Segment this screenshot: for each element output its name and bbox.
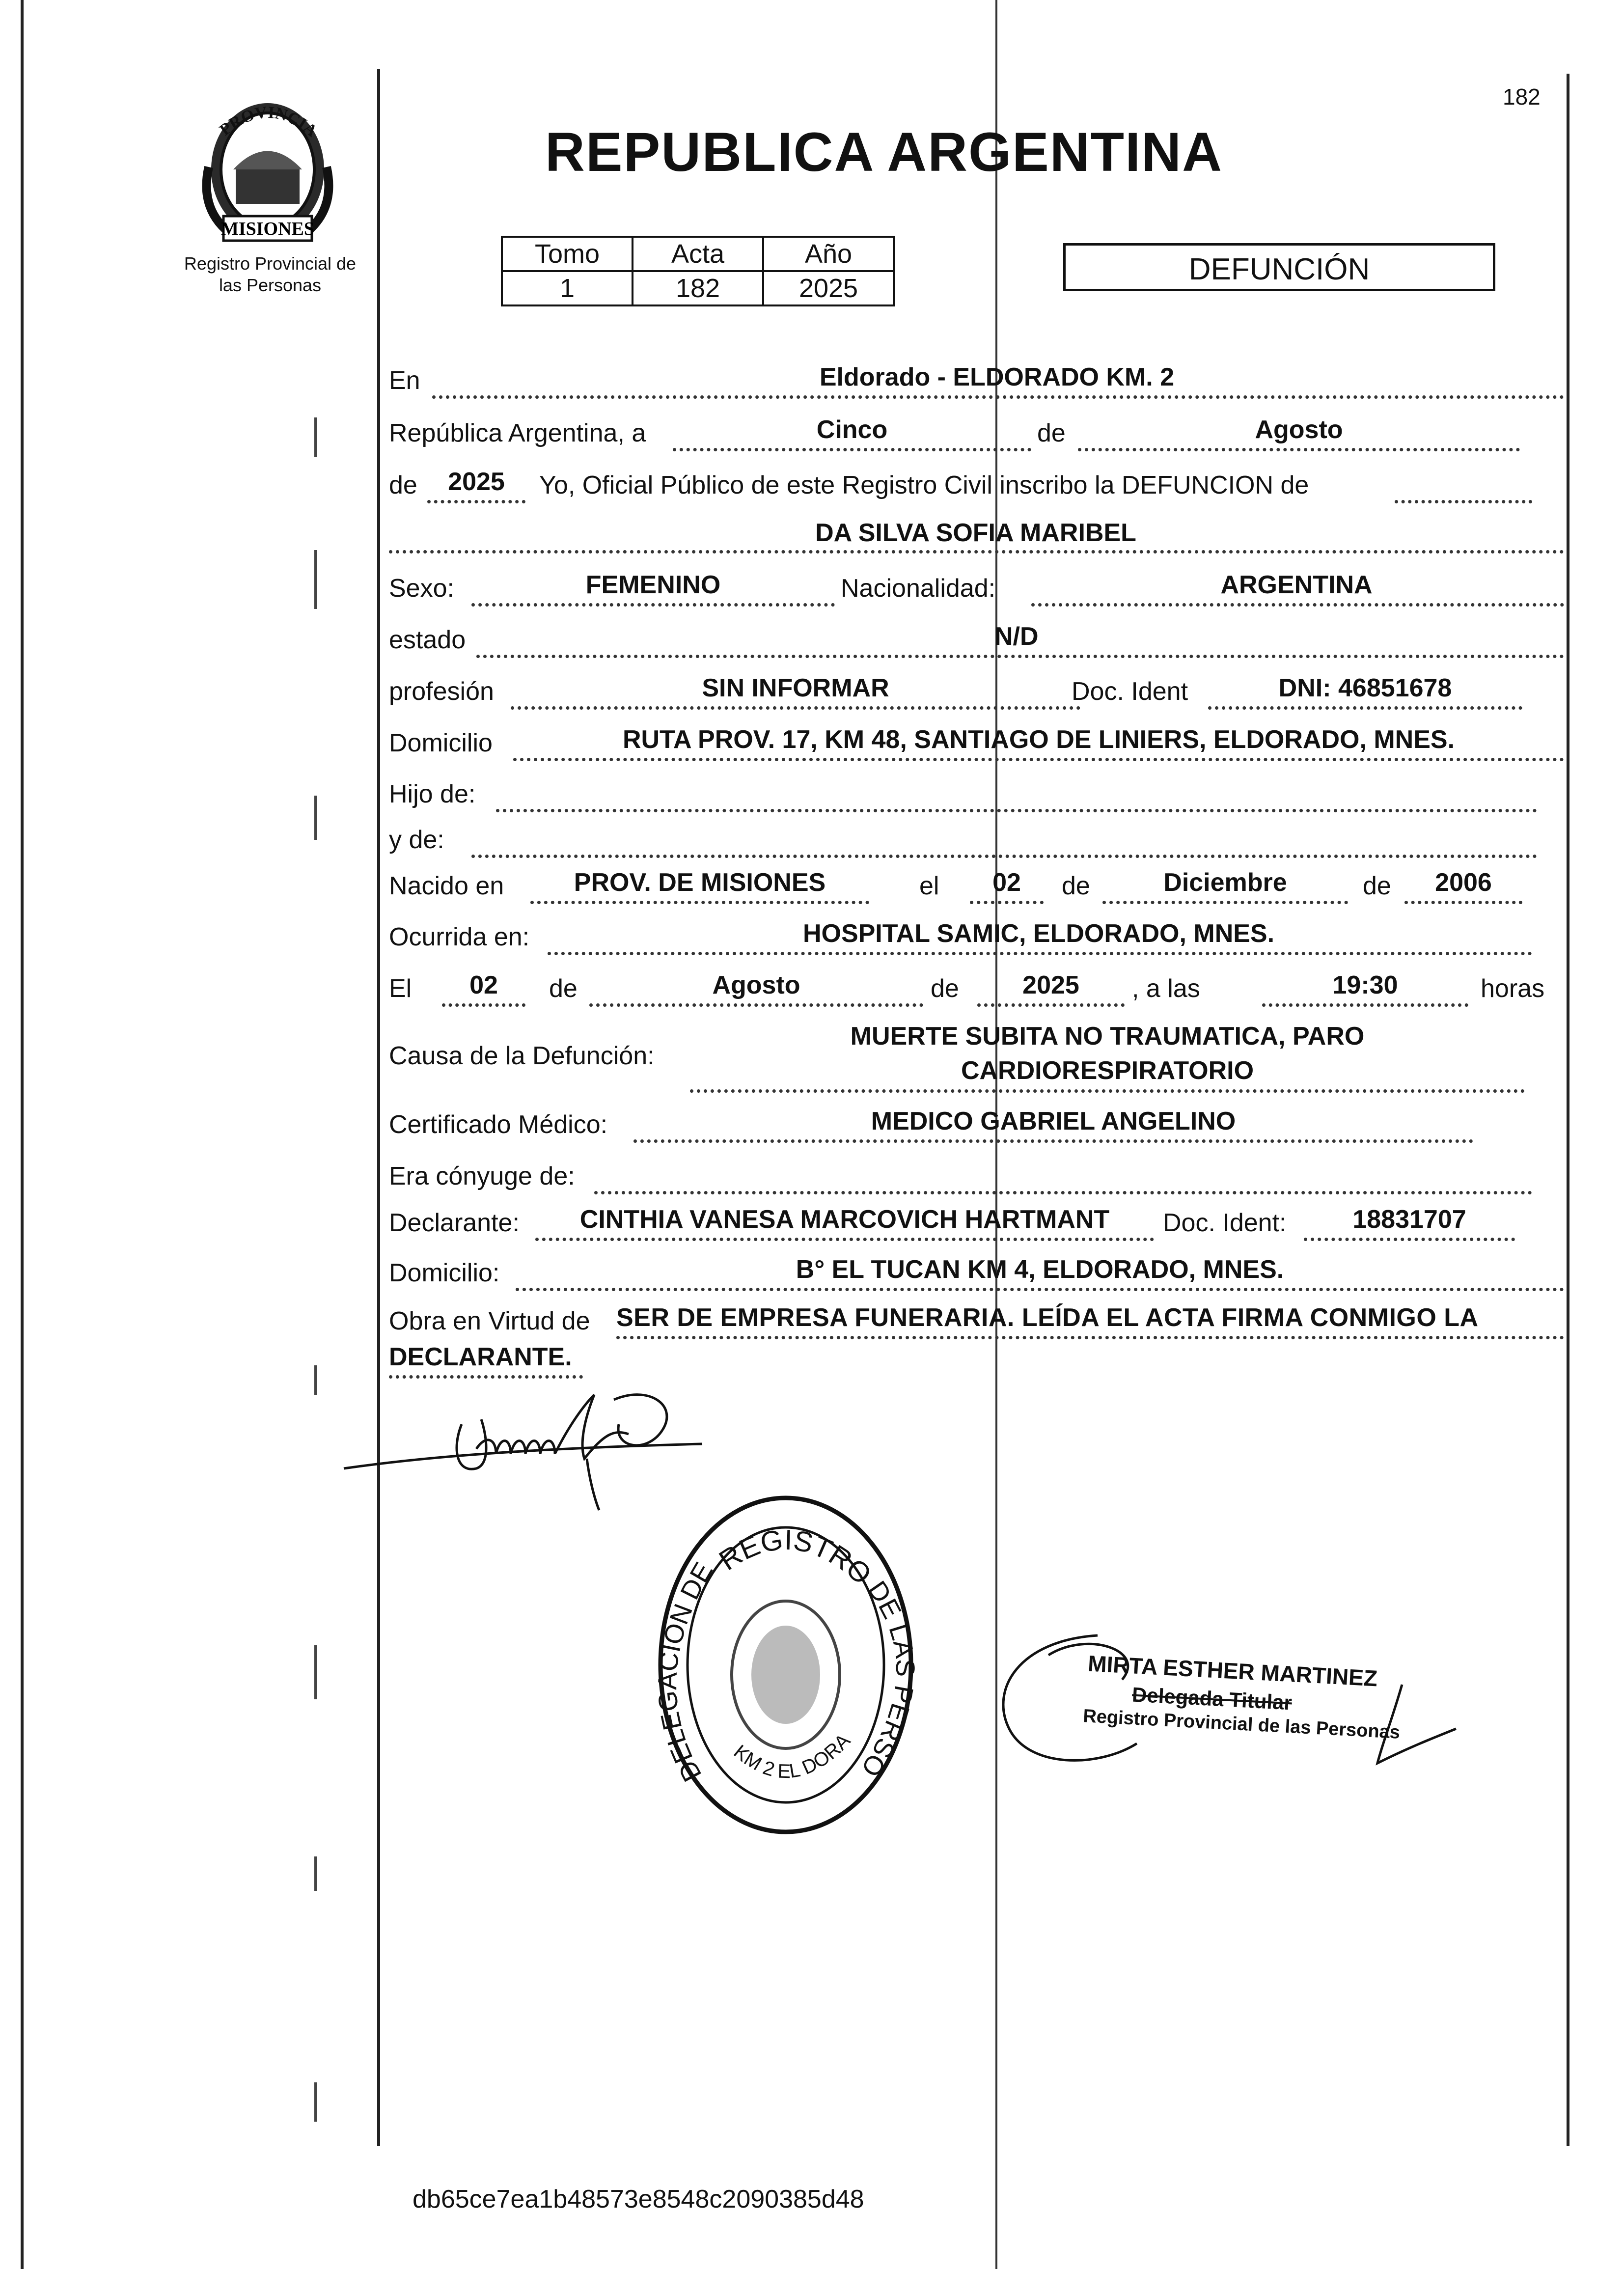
- y-de-label: y de:: [389, 826, 444, 854]
- doc-ident-label: Doc. Ident: [1072, 677, 1188, 706]
- hijo-de-label: Hijo de:: [389, 780, 476, 808]
- profesion-label: profesión: [389, 677, 494, 706]
- nacido-value: PROV. DE MISIONES: [574, 868, 826, 897]
- conyuge-label: Era cónyuge de:: [389, 1162, 575, 1190]
- birth-month-dotted-line: [1102, 901, 1348, 904]
- death-year-value: 2025: [1022, 971, 1079, 999]
- death-day-dotted-line: [442, 1003, 525, 1007]
- estado-value: N/D: [994, 622, 1039, 651]
- death-day-value: 02: [469, 971, 498, 999]
- record-type-box: DEFUNCIÓN: [1063, 243, 1495, 291]
- obra-dotted-line-1: [616, 1336, 1564, 1339]
- profesion-dotted-line: [511, 706, 1080, 710]
- anio-header: Año: [763, 237, 894, 271]
- day-text-value: Cinco: [816, 415, 888, 444]
- domicilio-dotted-line-2: [516, 1288, 1564, 1291]
- de-label-1: de: [1037, 419, 1066, 447]
- seal-bottom-text: KM 2 EL DORA: [729, 1730, 855, 1783]
- official-name: MIRTA ESTHER MARTINEZ: [1087, 1650, 1378, 1691]
- deceased-name-value: DA SILVA SOFIA MARIBEL: [815, 519, 1136, 547]
- tomo-header: Tomo: [502, 237, 633, 271]
- ocurrida-label: Ocurrida en:: [389, 923, 530, 951]
- causa-value-line1: MUERTE SUBITA NO TRAUMATICA, PARO: [850, 1022, 1365, 1051]
- certificado-dotted-line: [633, 1139, 1473, 1143]
- registry-name-line1: Registro Provincial de: [184, 253, 357, 274]
- deceased-name-dotted-line: [389, 550, 1564, 553]
- svg-text:REGISTRO: [714, 1523, 878, 1591]
- birth-day-dotted-line: [970, 901, 1044, 904]
- record-number-box: [501, 236, 895, 306]
- causa-value-line2: CARDIORESPIRATORIO: [961, 1056, 1254, 1085]
- doc-ident-value-2: 18831707: [1352, 1205, 1466, 1234]
- el-label: el: [919, 872, 939, 900]
- year-value: 2025: [448, 468, 505, 496]
- ocurrida-dotted-line: [548, 952, 1532, 955]
- doc-ident-dotted-line: [1208, 706, 1522, 710]
- seal-top-text: REGISTRO: [713, 1523, 878, 1591]
- de-label-2: de: [389, 471, 417, 499]
- doc-ident-dotted-line-2: [1304, 1238, 1515, 1241]
- domicilio-label-2: Domicilio:: [389, 1259, 500, 1287]
- causa-dotted-line: [690, 1089, 1525, 1093]
- left-margin-line: [21, 0, 24, 2269]
- domicilio-value-2: B° EL TUCAN KM 4, ELDORADO, MNES.: [796, 1255, 1284, 1284]
- registry-name: [147, 253, 393, 296]
- birth-year-value: 2006: [1435, 868, 1492, 897]
- month-text-value: Agosto: [1255, 415, 1343, 444]
- causa-label: Causa de la Defunción:: [389, 1042, 655, 1070]
- logo-bottom-text: MISIONES: [220, 219, 315, 239]
- domicilio-value: RUTA PROV. 17, KM 48, SANTIAGO DE LINIERS, ELDORADO, MNES.: [622, 725, 1455, 754]
- registry-seal: [653, 1488, 918, 1842]
- sexo-value: FEMENINO: [585, 571, 721, 599]
- y-de-dotted-line: [471, 855, 1537, 858]
- horas-label: horas: [1481, 974, 1545, 1003]
- tomo-value: 1: [502, 271, 633, 305]
- nacionalidad-dotted-line: [1031, 603, 1564, 607]
- logo-top-text: PROVINCIA: [216, 103, 320, 140]
- death-year-dotted-line: [977, 1003, 1125, 1007]
- en-label: En: [389, 366, 420, 395]
- obra-label: Obra en Virtud de: [389, 1307, 590, 1335]
- seal-left-text: DELEGACION DE: [653, 1557, 719, 1787]
- profesion-value: SIN INFORMAR: [702, 674, 889, 702]
- seal-right-text: DE LAS PERSO: [855, 1576, 918, 1782]
- sexo-label: Sexo:: [389, 574, 454, 603]
- doc-ident-label-2: Doc. Ident:: [1163, 1209, 1287, 1237]
- conyuge-dotted-line: [594, 1191, 1532, 1194]
- hijo-de-dotted-line: [496, 809, 1537, 812]
- de-label-6: de: [931, 974, 959, 1003]
- acta-header: Acta: [633, 237, 763, 271]
- birth-month-value: Diciembre: [1163, 868, 1287, 897]
- obra-value-line1: SER DE EMPRESA FUNERARIA. LEÍDA EL ACTA FIRMA CONMIGO LA: [616, 1303, 1479, 1332]
- nacionalidad-value: ARGENTINA: [1220, 571, 1373, 599]
- province-logo: [194, 83, 341, 246]
- official-title: Delegada Titular: [1131, 1683, 1293, 1715]
- document-hash: db65ce7ea1b48573e8548c2090385d48: [413, 2185, 864, 2214]
- declarante-dotted-line: [535, 1238, 1154, 1241]
- estado-label: estado: [389, 626, 466, 654]
- inscribo-dotted-line: [1395, 500, 1532, 503]
- acta-value: 182: [633, 271, 763, 305]
- place-value: Eldorado - ELDORADO KM. 2: [819, 363, 1175, 391]
- anio-value: 2025: [763, 271, 894, 305]
- a-las-label: , a las: [1132, 974, 1200, 1003]
- page-number: 182: [1503, 84, 1541, 110]
- birth-day-value: 02: [992, 868, 1021, 897]
- form-left-border: [377, 69, 380, 2146]
- official-stamp: [990, 1621, 1471, 1778]
- declarante-label: Declarante:: [389, 1209, 520, 1237]
- doc-ident-value: DNI: 46851678: [1278, 674, 1452, 702]
- obra-value-line2: DECLARANTE.: [389, 1343, 572, 1371]
- death-time-value: 19:30: [1332, 971, 1398, 999]
- nacido-dotted-line: [530, 901, 869, 904]
- domicilio-dotted-line: [513, 758, 1564, 761]
- de-label-5: de: [549, 974, 578, 1003]
- de-label-3: de: [1062, 872, 1090, 900]
- estado-dotted-line: [476, 655, 1564, 658]
- certificado-value: MEDICO GABRIEL ANGELINO: [871, 1107, 1236, 1135]
- nacionalidad-label: Nacionalidad:: [841, 574, 996, 603]
- death-time-dotted-line: [1262, 1003, 1468, 1007]
- death-month-value: Agosto: [712, 971, 800, 999]
- inscribo-text: Yo, Oficial Público de este Registro Civil inscribo la DEFUNCION de: [539, 471, 1309, 499]
- republica-label: República Argentina, a: [389, 419, 646, 447]
- nacido-label: Nacido en: [389, 872, 504, 900]
- domicilio-label: Domicilio: [389, 729, 493, 757]
- official-office: Registro Provincial de las Personas: [1082, 1706, 1401, 1743]
- year-dotted-line: [427, 500, 525, 503]
- el-label-2: El: [389, 974, 412, 1003]
- de-label-4: de: [1363, 872, 1391, 900]
- ocurrida-value: HOSPITAL SAMIC, ELDORADO, MNES.: [802, 919, 1275, 948]
- page-title: REPUBLICA ARGENTINA: [545, 121, 1223, 183]
- registry-name-line2: las Personas: [219, 275, 322, 295]
- month-dotted-line: [1078, 448, 1520, 451]
- certificado-label: Certificado Médico:: [389, 1110, 608, 1139]
- sexo-dotted-line: [471, 603, 835, 607]
- form-right-border: [1567, 74, 1569, 2146]
- day-dotted-line: [673, 448, 1031, 451]
- birth-year-dotted-line: [1404, 901, 1522, 904]
- death-month-dotted-line: [589, 1003, 923, 1007]
- declarante-value: CINTHIA VANESA MARCOVICH HARTMANT: [579, 1205, 1110, 1234]
- en-dotted-line: [432, 395, 1564, 399]
